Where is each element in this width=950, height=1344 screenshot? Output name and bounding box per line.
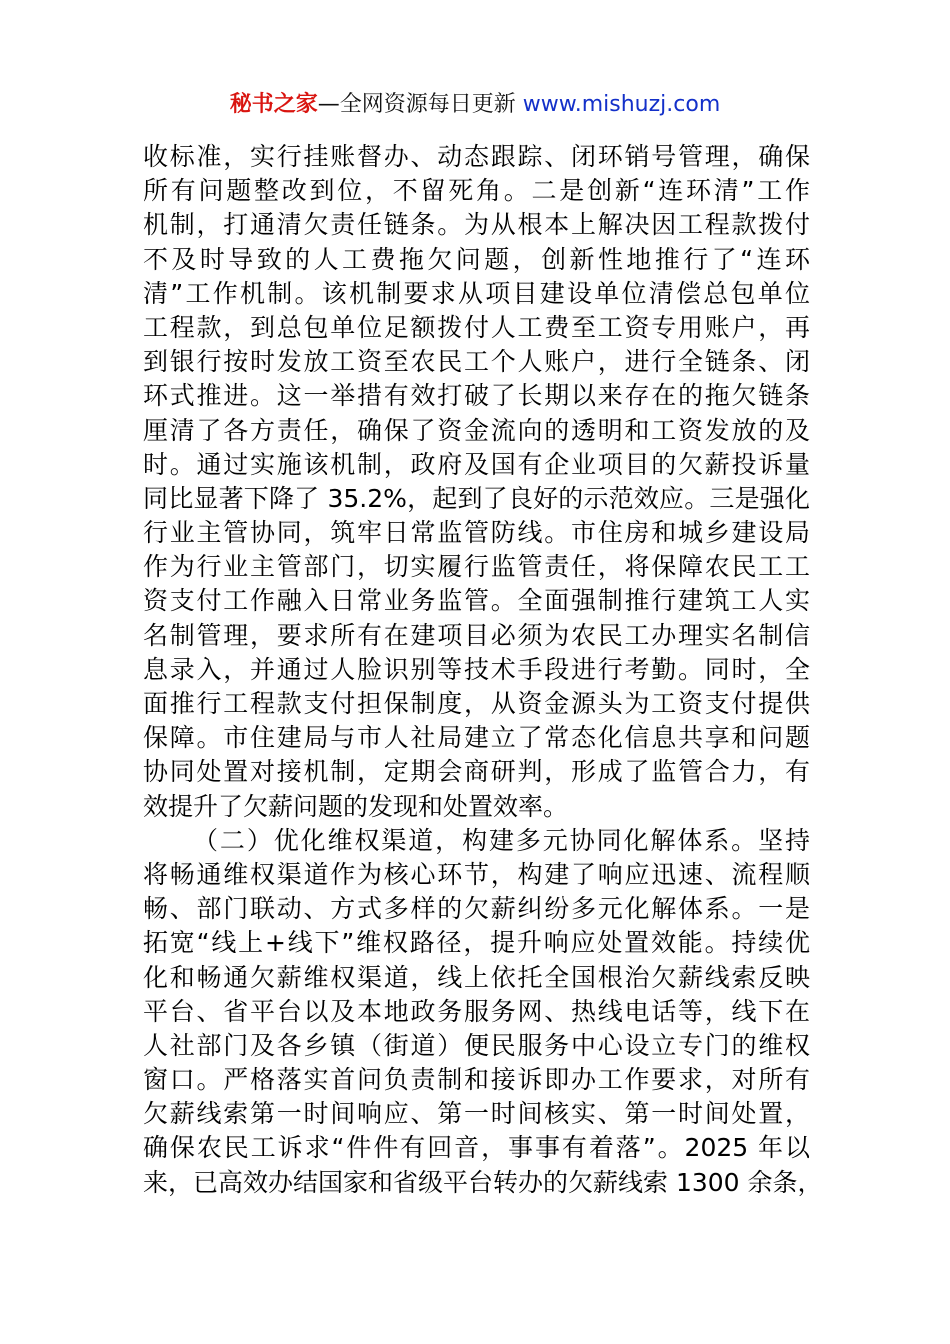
text-line: 畅、部门联动、方式多样的欠薪纠纷多元化解体系。一是	[143, 894, 810, 924]
header-tagline: —全网资源每日更新	[317, 92, 523, 117]
text-line: 工程款，到总包单位足额拨付人工费至工资专用账户，再	[143, 312, 810, 342]
brand-name: 秘书之家	[229, 92, 318, 117]
text-line: 息录入，并通过人脸识别等技术手段进行考勤。同时，全	[143, 654, 810, 684]
text-line: 行业主管协同，筑牢日常监管防线。市住房和城乡建设局	[143, 518, 810, 548]
site-url[interactable]: www.mishuzj.com	[522, 92, 721, 117]
text-line: 人社部门及各乡镇（街道）便民服务中心设立专门的维权	[143, 1030, 810, 1060]
text-line: 所有问题整改到位，不留死角。二是创新“连环清”工作	[143, 176, 810, 206]
text-line: 将畅通维权渠道作为核心环节，构建了响应迅速、流程顺	[143, 859, 810, 889]
text-line: 化和畅通欠薪维权渠道，线上依托全国根治欠薪线索反映	[143, 962, 810, 992]
text-line: 同比显著下降了 35.2%，起到了良好的示范效应。三是强化	[143, 483, 810, 513]
text-line: 保障。市住建局与市人社局建立了常态化信息共享和问题	[143, 723, 810, 753]
text-line: 资支付工作融入日常业务监管。全面强制推行建筑工人实	[143, 586, 810, 616]
text-line: 来，已高效办结国家和省级平台转办的欠薪线索 1300 余条，	[143, 1167, 823, 1197]
text-line: 面推行工程款支付担保制度，从资金源头为工资支付提供	[143, 689, 810, 718]
text-line: 机制，打通清欠责任链条。为从根本上解决因工程款拨付	[143, 210, 810, 240]
text-line: 收标准，实行挂账督办、动态跟踪、闭环销号管理，确保	[143, 142, 810, 171]
page-header	[0, 88, 950, 122]
text-line: 平台、省平台以及本地政务服务网、热线电话等，线下在	[143, 996, 810, 1026]
text-line: 确保农民工诉求“件件有回音，事事有着落”。2025 年以	[143, 1133, 810, 1163]
text-line: 厘清了各方责任，确保了资金流向的透明和工资发放的及	[143, 415, 810, 445]
text-line: 时。通过实施该机制，政府及国有企业项目的欠薪投诉量	[143, 449, 810, 479]
text-line: 环式推进。这一举措有效打破了长期以来存在的拖欠链条	[143, 381, 810, 411]
text-line: 拓宽“线上+线下”维权路径，提升响应处置效能。持续优	[143, 928, 810, 958]
text-line: 不及时导致的人工费拖欠问题，创新性地推行了“连环	[143, 244, 810, 274]
paragraph-end-line: 效提升了欠薪问题的发现和处置效率。	[143, 791, 569, 821]
text-line: 名制管理，要求所有在建项目必须为农民工办理实名制信	[143, 620, 810, 650]
section-heading-line: （二）优化维权渠道，构建多元协同化解体系。坚持	[193, 825, 810, 855]
text-line: 到银行按时发放工资至农民工个人账户，进行全链条、闭	[143, 347, 810, 377]
text-line: 欠薪线索第一时间响应、第一时间核实、第一时间处置，	[143, 1099, 810, 1129]
text-line: 协同处置对接机制，定期会商研判，形成了监管合力，有	[143, 757, 810, 787]
text-line: 作为行业主管部门，切实履行监管责任，将保障农民工工	[143, 552, 810, 582]
body-text	[143, 140, 823, 1200]
text-line: 清”工作机制。该机制要求从项目建设单位清偿总包单位	[143, 278, 810, 308]
text-line: 窗口。严格落实首问负责制和接诉即办工作要求，对所有	[143, 1065, 810, 1095]
